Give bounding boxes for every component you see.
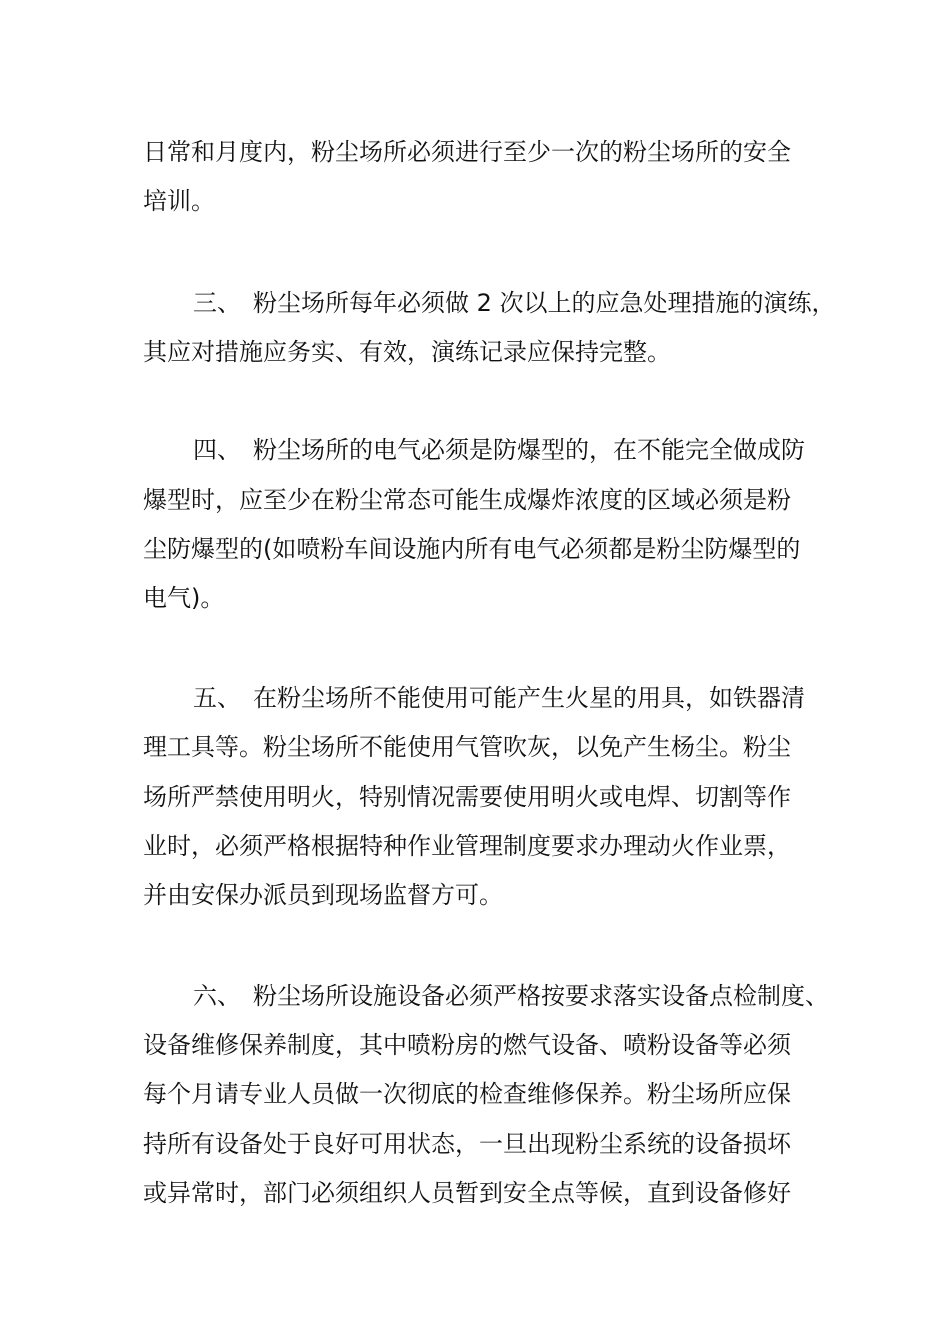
- paragraph-line: 粉尘场所设施设备必须严格按要求落实设备点检制度、: [253, 982, 829, 1010]
- item-number: 三、: [193, 289, 241, 317]
- paragraph-line: 在粉尘场所不能使用可能产生火星的用具，如铁器清: [253, 684, 805, 712]
- paragraph-line: 爆型时，应至少在粉尘常态可能生成爆炸浓度的区域必须是粉: [143, 486, 791, 514]
- paragraph-line: 尘防爆型的(如喷粉车间设施内所有电气必须都是粉尘防爆型的: [143, 535, 801, 563]
- item-number: 五、: [193, 684, 241, 712]
- paragraph-line: 日常和月度内，粉尘场所必须进行至少一次的粉尘场所的安全: [143, 138, 791, 166]
- paragraph-line: 并由安保办派员到现场监督方可。: [143, 881, 503, 909]
- paragraph-line: 每个月请专业人员做一次彻底的检查维修保养。粉尘场所应保: [143, 1080, 791, 1108]
- paragraph-line: 业时，必须严格根据特种作业管理制度要求办理动火作业票，: [143, 832, 791, 860]
- paragraph-line: 或异常时，部门必须组织人员暂到安全点等候，直到设备修好: [143, 1179, 791, 1207]
- paragraph-line: 粉尘场所的电气必须是防爆型的，在不能完全做成防: [253, 436, 805, 464]
- paragraph-line: 理工具等。粉尘场所不能使用气管吹灰，以免产生杨尘。粉尘: [143, 733, 791, 761]
- paragraph-line: 持所有设备处于良好可用状态，一旦出现粉尘系统的设备损坏: [143, 1130, 791, 1158]
- paragraph-line: 场所严禁使用明火，特别情况需要使用明火或电焊、切割等作: [143, 783, 791, 811]
- paragraph-line: 其应对措施应务实、有效，演练记录应保持完整。: [143, 338, 671, 366]
- paragraph-line: 培训。: [143, 187, 215, 215]
- paragraph-line: 粉尘场所每年必须做 2 次以上的应急处理措施的演练，: [253, 289, 836, 317]
- paragraph-line: 电气)。: [143, 584, 225, 612]
- item-number: 六、: [193, 982, 241, 1010]
- item-number: 四、: [193, 436, 241, 464]
- paragraph-line: 设备维修保养制度，其中喷粉房的燃气设备、喷粉设备等必须: [143, 1031, 791, 1059]
